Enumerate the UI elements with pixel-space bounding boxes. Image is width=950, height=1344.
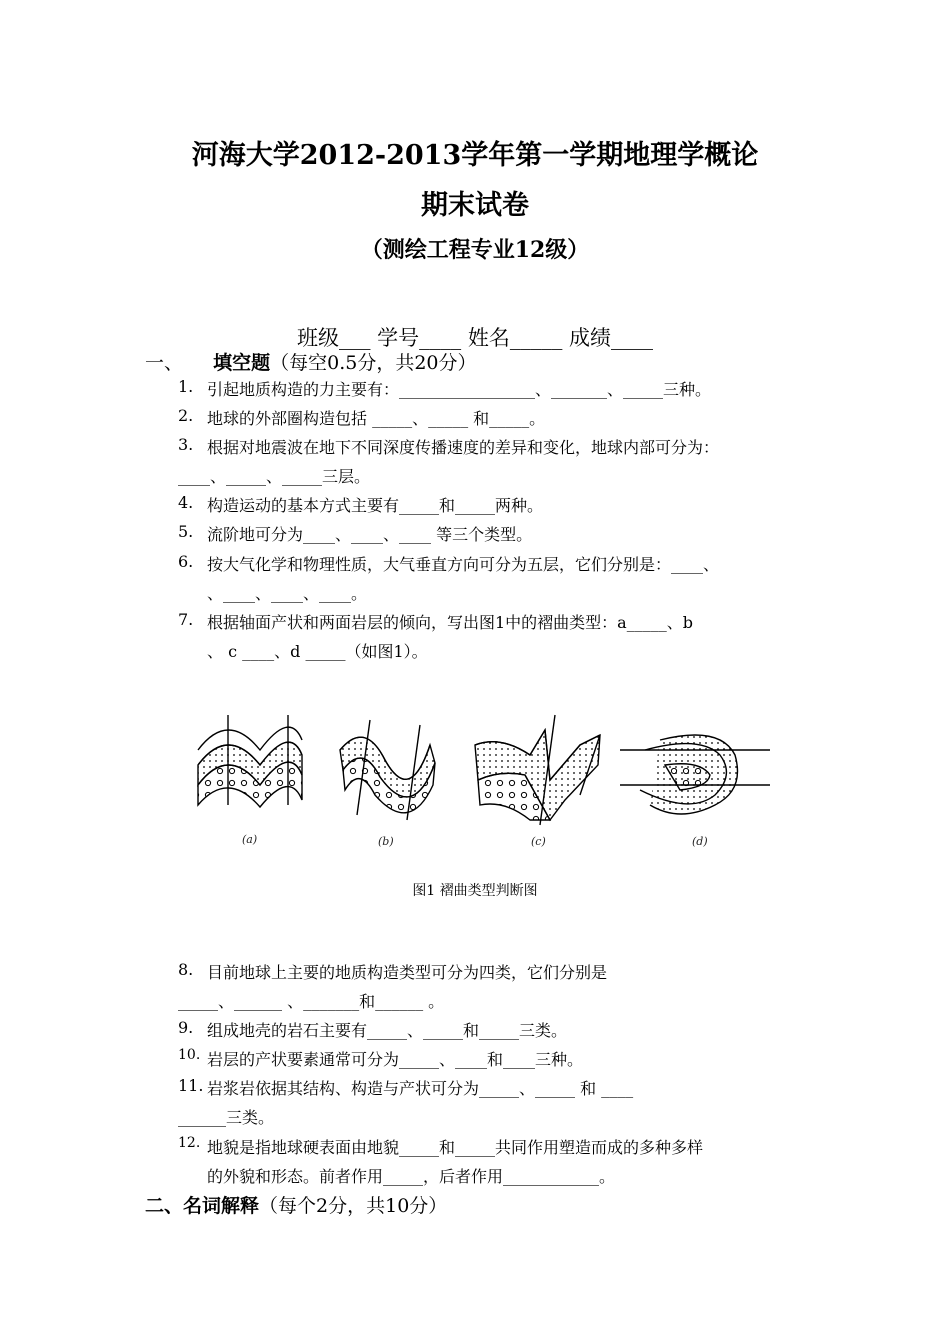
question-6-continuation: 、____、____、____。: [207, 584, 368, 603]
section2-heading: [145, 1191, 447, 1218]
figure-caption: 图1 褶曲类型判断图: [412, 883, 538, 899]
exam-subtitle: （测绘工程专业12级）: [360, 237, 590, 263]
section1-heading: [145, 348, 477, 375]
question-4-number: 4.: [178, 493, 194, 512]
question-10-text: 岩层的产状要素通常可分为_____、____和____三种。: [207, 1050, 584, 1069]
fold-diagram-b: [340, 720, 435, 820]
exam-title-line1: 河海大学2012-2013学年第一学期地理学概论: [191, 140, 759, 171]
question-8-continuation: _____、______ 、_______和______ 。: [178, 992, 445, 1011]
question-5-number: 5.: [178, 522, 194, 541]
question-6-text: 按大气化学和物理性质，大气垂直方向可分为五层，它们分别是：____、: [207, 555, 720, 574]
section1-title: 填空题: [213, 352, 271, 374]
figure-label-c: (c): [531, 835, 546, 848]
figure-label-b: (b): [378, 835, 394, 848]
figure-label-a: (a): [242, 833, 258, 846]
question-2-text: 地球的外部圈构造包括 _____、_____ 和_____。: [207, 409, 546, 428]
question-11-number: 11.: [178, 1076, 204, 1095]
fold-diagram-a: [198, 715, 302, 807]
question-12-continuation: 的外貌和形态。前者作用_____，后者作用____________。: [207, 1167, 616, 1186]
figure-label-d: (d): [692, 835, 708, 848]
question-12-text: 地貌是指地球硬表面由地貌_____和_____共同作用塑造而成的多种多样: [207, 1138, 704, 1157]
question-3-continuation: ____、_____、_____三层。: [178, 467, 371, 486]
question-6-number: 6.: [178, 552, 194, 571]
fold-diagram-c: [475, 715, 600, 825]
question-12-number: 12.: [178, 1135, 201, 1151]
section2-scoring: （每个2分，共10分）: [259, 1195, 448, 1217]
question-11-continuation: ______三类。: [178, 1108, 275, 1127]
student-info-line: 班级___ 学号____ 姓名_____ 成绩____: [296, 326, 654, 350]
section1-scoring: （每空0.5分，共20分）: [270, 352, 477, 374]
section2-title: 二、名词解释: [145, 1195, 260, 1217]
section1-number: 一、: [145, 352, 184, 374]
question-4-text: 构造运动的基本方式主要有_____和_____两种。: [207, 496, 544, 515]
fold-figure: [190, 705, 780, 865]
question-8-text: 目前地球上主要的地质构造类型可分为四类，它们分别是: [207, 963, 608, 982]
question-3-text: 根据对地震波在地下不同深度传播速度的差异和变化，地球内部可分为：: [207, 438, 720, 457]
question-1-text: 引起地质构造的力主要有：_________________、_______、_____三种。: [207, 380, 712, 399]
question-1-number: 1.: [178, 377, 194, 396]
exam-title-line2: 期末试卷: [421, 190, 529, 221]
question-7-continuation: 、 c ____、d _____（如图1）。: [207, 642, 428, 661]
question-7-number: 7.: [178, 610, 194, 629]
question-9-text: 组成地壳的岩石主要有_____、_____和_____三类。: [207, 1021, 568, 1040]
question-10-number: 10.: [178, 1047, 201, 1063]
fold-diagram-d: [620, 735, 770, 814]
question-9-number: 9.: [178, 1018, 194, 1037]
question-5-text: 流阶地可分为____、____、____ 等三个类型。: [207, 525, 533, 544]
question-8-number: 8.: [178, 960, 194, 979]
question-3-number: 3.: [178, 435, 194, 454]
question-2-number: 2.: [178, 406, 194, 425]
question-7-text: 根据轴面产状和两面岩层的倾向，写出图1中的褶曲类型：a_____、b: [207, 613, 693, 632]
question-11-text: 岩浆岩依据其结构、构造与产状可分为_____、_____ 和 ____: [207, 1079, 634, 1098]
